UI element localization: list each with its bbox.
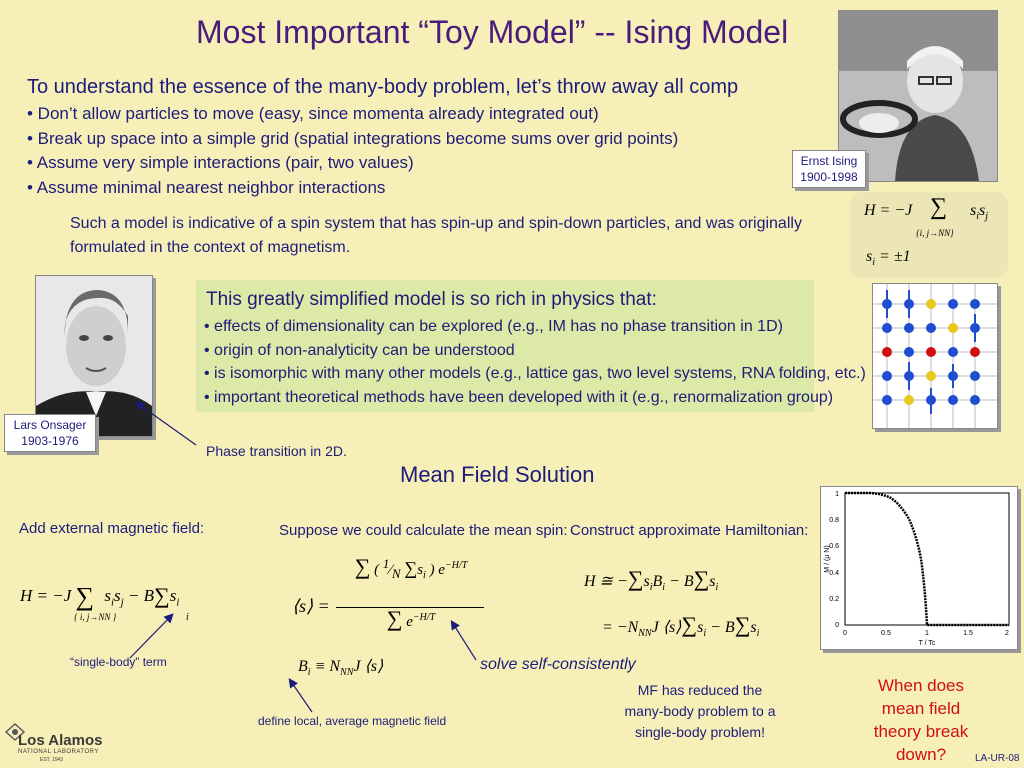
y-tick: 0.2 [829, 596, 839, 603]
x-tick: 1 [925, 630, 929, 637]
suppose-label: Suppose we could calculate the mean spin: [279, 522, 568, 539]
break-down-question: When does mean field theory break down? [873, 676, 969, 764]
x-axis-label: T / Tc [918, 640, 936, 647]
mean-field-title: Mean Field Solution [400, 462, 595, 487]
list-item: • origin of non-analyticity can be understood [204, 341, 515, 359]
phase-transition-label: Phase transition in 2D. [206, 443, 347, 459]
define-field-arrow [290, 680, 312, 712]
spin-value-constraint: $s_i = \pm 1$ [866, 248, 911, 269]
list-item: • is isomorphic with many other models (e.g., lattice gas, two level systems, RNA folding, etc.) [204, 365, 866, 382]
solve-label: solve self-consistently [480, 656, 636, 673]
y-tick: 0 [835, 622, 839, 629]
y-tick: 0.4 [829, 570, 839, 577]
field-hamiltonian: H = −J ∑ $s_is_j - B\sum s_i$ [20, 582, 180, 611]
define-field-label: define local, average magnetic field [258, 714, 447, 728]
sum-subscript: i [186, 612, 189, 623]
list-item: • important theoretical methods have been developed with it (e.g., renormalization group) [204, 388, 834, 406]
mean-spin-lhs: ⟨s⟩ = [292, 596, 330, 616]
hamiltonian-lhs: H = −J [864, 202, 913, 219]
list-item: • Break up space into a simple grid (spatial integrations become sums over grid points) [27, 128, 679, 148]
approx-hamiltonian-line1: H ≅ $-\sum s_iB_i - B\sum s_i$ [584, 566, 719, 594]
logo-name: Los Alamos [18, 732, 103, 749]
slide-title: Most Important “Toy Model” -- Ising Model [196, 14, 789, 50]
sum-symbol: ∑ [930, 194, 948, 220]
single-body-label: “single-body” term [70, 655, 167, 669]
caption-name: Ernst Ising [800, 154, 858, 168]
x-tick: 0 [843, 630, 847, 637]
spin-product: $s_is_j$ [970, 202, 989, 223]
chart-svg [821, 487, 1017, 649]
logo-sub: NATIONAL LABORATORY [18, 749, 99, 755]
mean-spin-denominator: ∑ $e^{-H/T}$ [386, 606, 436, 631]
mf-note: MF has reduced the many-body problem to a single-body problem! [624, 682, 776, 740]
list-item: • effects of dimensionality can be explored (e.g., IM has no phase transition in 1D) [204, 318, 783, 335]
x-tick: 2 [1005, 630, 1009, 637]
sum-subscript: {i, j→NN} [916, 228, 954, 238]
list-item: • Don’t allow particles to move (easy, since momenta already integrated out) [27, 104, 599, 123]
list-item: • Assume minimal nearest neighbor interactions [27, 177, 386, 197]
y-tick: 1 [835, 491, 839, 498]
approx-hamiltonian-line2: = $-N_{NN}J$ $⟨s⟩\sum s_i - B\sum s_i$ [602, 612, 760, 640]
external-field-label: Add external magnetic field: [19, 520, 205, 537]
y-tick: 0.6 [829, 543, 839, 550]
construct-label: Construct approximate Hamiltonian: [570, 522, 809, 539]
magnetization-chart [820, 486, 1018, 650]
box-heading: This greatly simplified model is so rich in physics that: [206, 289, 657, 310]
magnetization-curve [845, 493, 1009, 625]
caption-years: 1900-1998 [800, 170, 858, 184]
mean-spin-numerator: ∑ ( $^1⁄_N$ $\sum s_i$ ) $e^{-H/T}$ [354, 554, 468, 581]
spin-system-paragraph: Such a model is indicative of a spin system that has spin-up and spin-down particles, and was originally formulated in the context of magnetism. [70, 215, 802, 256]
list-item: • Assume very simple interactions (pair, two values) [27, 153, 414, 172]
footer-id: LA-UR-08 [975, 753, 1020, 764]
logo-est: EST. 1943 [40, 757, 64, 763]
sum-subscript: { i, j→NN } [74, 612, 117, 622]
local-field-definition: $B_i \equiv N_{NN}J$ ⟨s⟩ [298, 658, 384, 679]
caption-years: 1903-1976 [21, 434, 79, 448]
intro-text: To understand the essence of the many-body problem, let’s throw away all comp [27, 76, 739, 98]
y-tick: 0.8 [829, 517, 839, 524]
caption-name: Lars Onsager [13, 418, 87, 432]
phase-transition-arrow [137, 403, 196, 445]
y-axis-label: M / (μ N) [824, 545, 831, 573]
x-tick: 0.5 [881, 630, 891, 637]
x-tick: 1.5 [963, 630, 973, 637]
single-body-arrow [130, 615, 172, 658]
los-alamos-logo [2, 718, 103, 764]
